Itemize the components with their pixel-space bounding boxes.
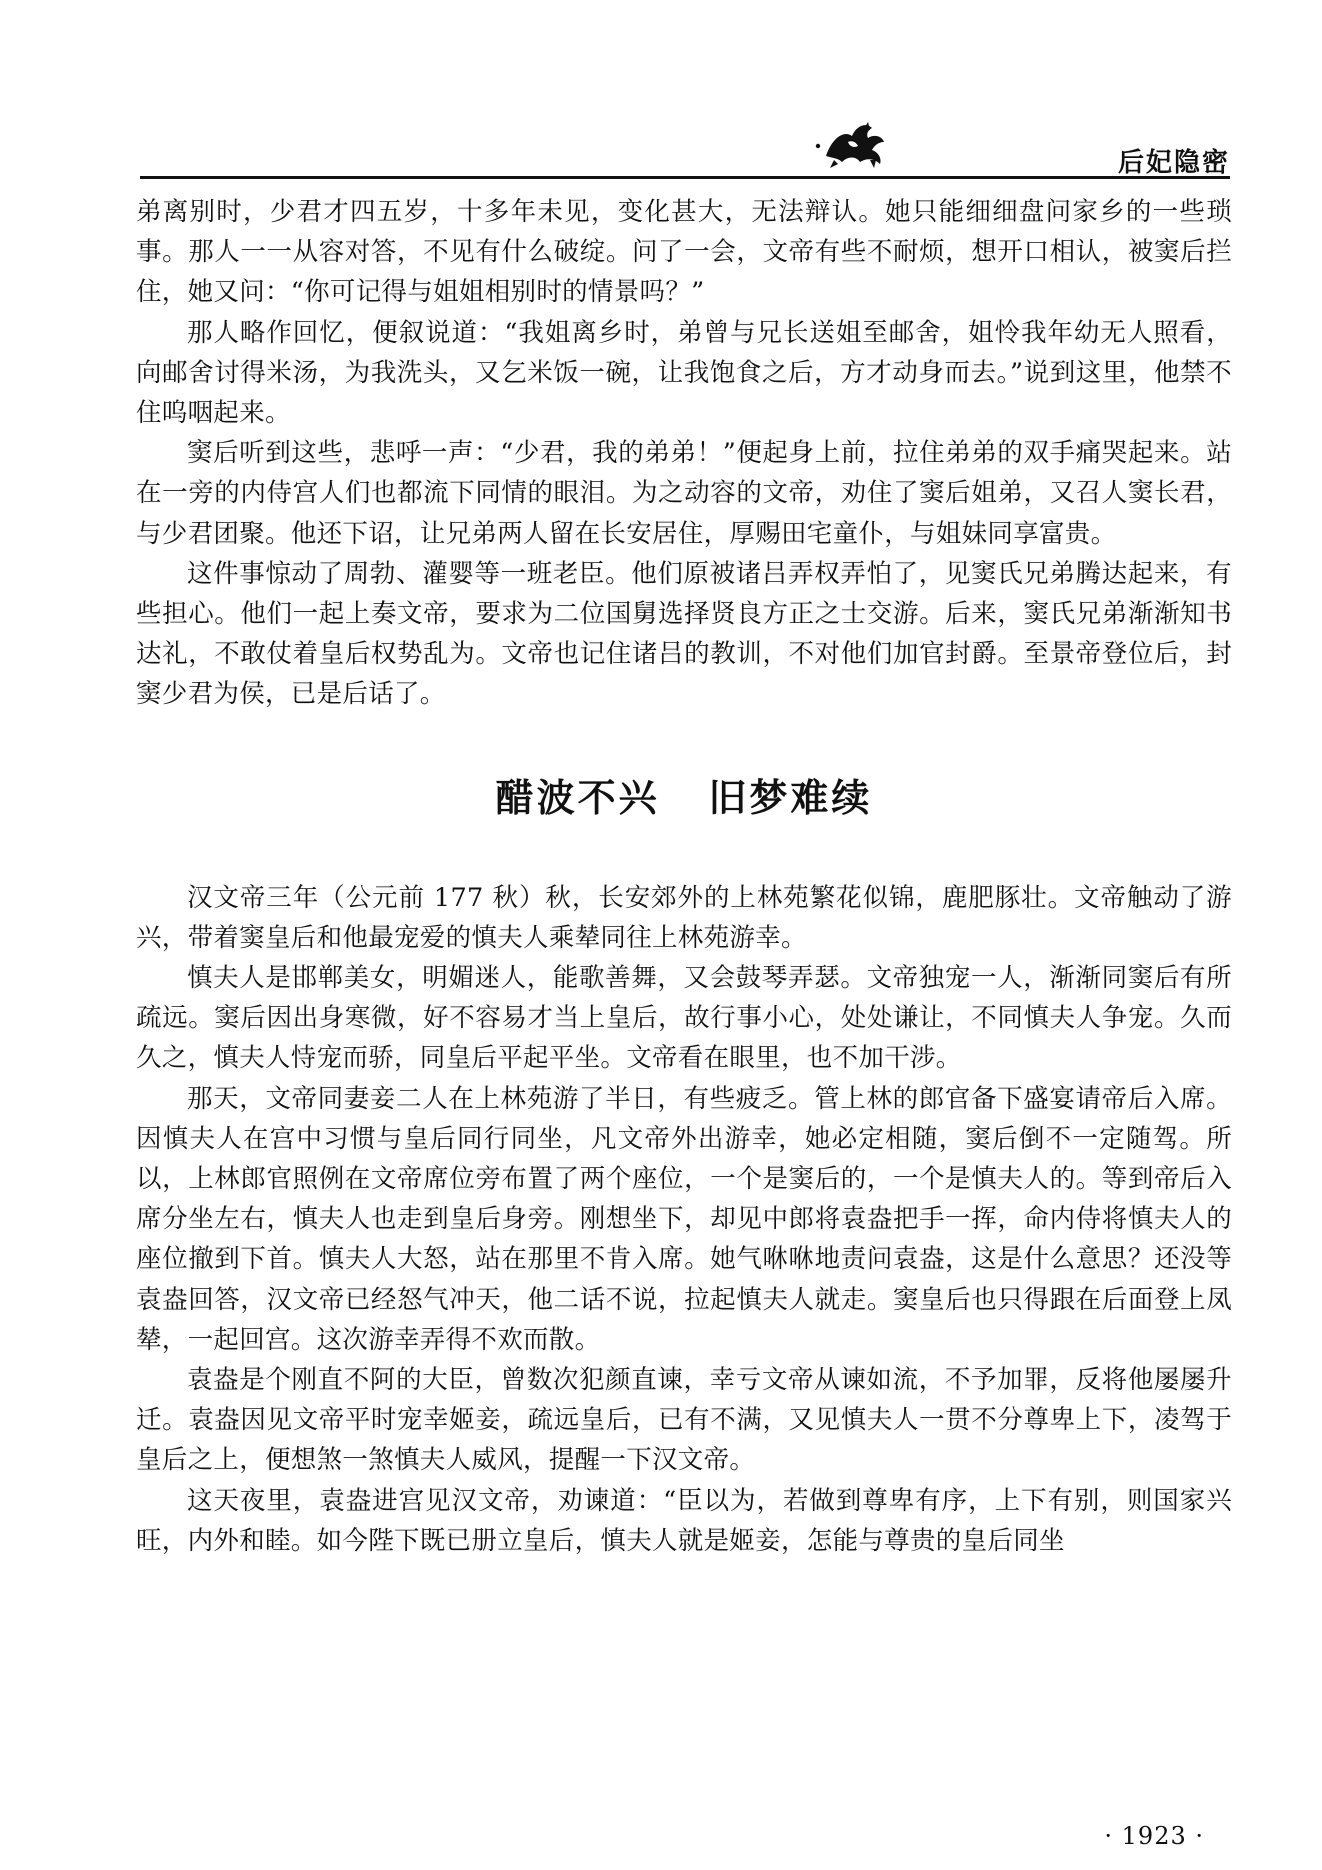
body-text (136, 192, 1232, 1561)
paragraph: 汉文帝三年（公元前 177 秋）秋，长安郊外的上林苑繁花似锦，鹿肥豚壮。文帝触动了游兴，带着窦皇后和他最宠爱的慎夫人乘辇同往上林苑游幸。 (136, 882, 1232, 953)
header-rule (140, 176, 1230, 179)
section-title: 醋波不兴 旧梦难续 (495, 775, 873, 820)
paragraph: 慎夫人是邯郸美女，明媚迷人，能歌善舞，又会鼓琴弄瑟。文帝独宠一人，渐渐同窦后有所疏远。窦后因出身寒微，好不容易才当上皇后，故行事小心，处处谦让，不同慎夫人争宠。久而久之，慎夫人恃宠而骄，同皇后平起平坐。文帝看在眼里，也不加干涉。 (136, 963, 1232, 1074)
paragraph: 窦后听到这些，悲呼一声：“少君，我的弟弟！”便起身上前，拉住弟弟的双手痛哭起来。站在一旁的内侍宫人们也都流下同情的眼泪。为之动容的文帝，劝住了窦后姐弟，又召人窦长君，与少君团聚。他还下诏，让兄弟两人留在长安居住，厚赐田宅童仆，与姐妹同享富贵。 (136, 438, 1232, 549)
paragraph: 这天夜里，袁盎进宫见汉文帝，劝谏道：“臣以为，若做到尊卑有序，上下有别，则国家兴旺，内外和睦。如今陛下既已册立皇后，慎夫人就是姬妾，怎能与尊贵的皇后同坐 (136, 1485, 1232, 1556)
page-number: · 1923 · (1104, 1822, 1204, 1850)
paragraph: 这件事惊动了周勃、灌婴等一班老臣。他们原被诸吕弄权弄怕了，见窦氏兄弟腾达起来，有些担心。他们一起上奏文帝，要求为二位国舅选择贤良方正之士交游。后来，窦氏兄弟渐渐知书达礼，不敢仗着皇后权势乱为。文帝也记住诸吕的教训，不对他们加官封爵。至景帝登位后，封窦少君为侯，已是后话了。 (136, 558, 1232, 710)
paragraph: 那天，文帝同妻妾二人在上林苑游了半日，有些疲乏。管上林的郎官备下盛宴请帝后入席。因慎夫人在宫中习惯与皇后同行同坐，凡文帝外出游幸，她必定相随，窦后倒不一定随驾。所以，上林郎官照例在文帝席位旁布置了两个座位，一个是窦后的，一个是慎夫人的。等到帝后入席分坐左右，慎夫人也走到皇后身旁。刚想坐下，却见中郎将袁盎把手一挥，命内侍将慎夫人的座位撤到下首。慎夫人大怒，站在那里不肯入席。她气咻咻地责问袁盎，这是什么意思？还没等袁盎回答，汉文帝已经怒气冲天，他二话不说，拉起慎夫人就走。窦皇后也只得跟在后面登上凤辇，一起回宫。这次游幸弄得不欢而散。 (136, 1083, 1232, 1355)
paragraph: 那人略作回忆，便叙说道：“我姐离乡时，弟曾与兄长送姐至邮舍，姐怜我年幼无人照看，向邮舍讨得米汤，为我洗头，又乞米饭一碗，让我饱食之后，方才动身而去。”说到这里，他禁不住呜咽起来。 (136, 317, 1232, 429)
paragraph: 弟离别时，少君才四五岁，十多年未见，变化甚大，无法辩认。她只能细细盘问家乡的一些琐事。那人一一从容对答，不见有什么破绽。问了一会，文帝有些不耐烦，想开口相认，被窦后拦住，她又问：“你可记得与姐姐相别时的情景吗？” (136, 197, 1232, 308)
running-header-title: 后妃隐密 (1117, 148, 1230, 178)
running-header (140, 108, 1230, 180)
dragon-emblem-icon (812, 116, 892, 172)
paragraph: 袁盎是个刚直不阿的大臣，曾数次犯颜直谏，幸亏文帝从谏如流，不予加罪，反将他屡屡升迁。袁盎因见文帝平时宠幸姬妾，疏远皇后，已有不满，又见慎夫人一贯不分尊卑上下，凌驾于皇后之上，便想煞一煞慎夫人威风，提醒一下汉文帝。 (136, 1365, 1232, 1476)
